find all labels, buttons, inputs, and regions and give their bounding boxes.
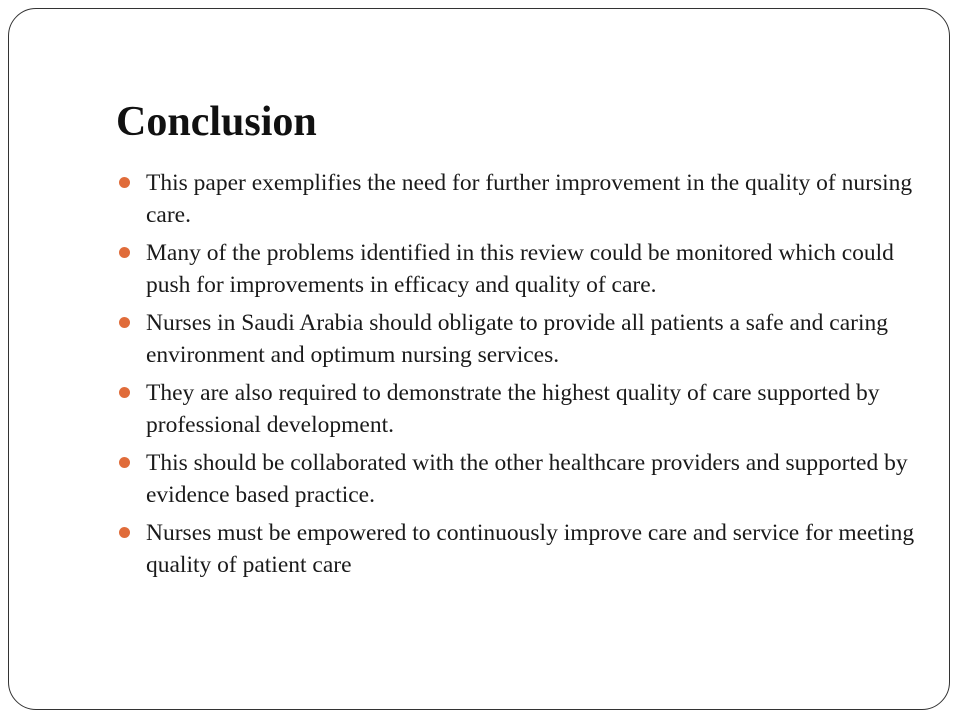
bullet-dot-icon: [119, 457, 130, 468]
bullet-dot-icon: [119, 317, 130, 328]
slide-title: Conclusion: [116, 99, 317, 145]
bullet-text: This paper exemplifies the need for further improvement in the quality of nursing care.: [146, 170, 913, 228]
bullet-item: [117, 377, 917, 441]
bullet-list: [117, 167, 917, 587]
bullet-dot-icon: [119, 247, 130, 258]
bullet-dot-icon: [119, 177, 130, 188]
bullet-dot-icon: [119, 527, 130, 538]
bullet-item: [117, 237, 917, 301]
bullet-dot-icon: [119, 387, 130, 398]
bullet-item: [117, 447, 917, 511]
bullet-text: They are also required to demonstrate the highest quality of care supported by professional development.: [146, 380, 880, 438]
bullet-item: [117, 167, 917, 231]
bullet-item: [117, 517, 917, 581]
bullet-text: This should be collaborated with the other healthcare providers and supported by evidence based practice.: [146, 450, 908, 508]
slide-frame: [8, 8, 950, 710]
bullet-text: Nurses must be empowered to continuously improve care and service for meeting quality of patient care: [146, 520, 915, 578]
bullet-item: [117, 307, 917, 371]
bullet-text: Nurses in Saudi Arabia should obligate to provide all patients a safe and caring environment and optimum nursing services.: [146, 310, 889, 368]
bullet-text: Many of the problems identified in this review could be monitored which could push for improvements in efficacy and quality of care.: [146, 240, 894, 298]
